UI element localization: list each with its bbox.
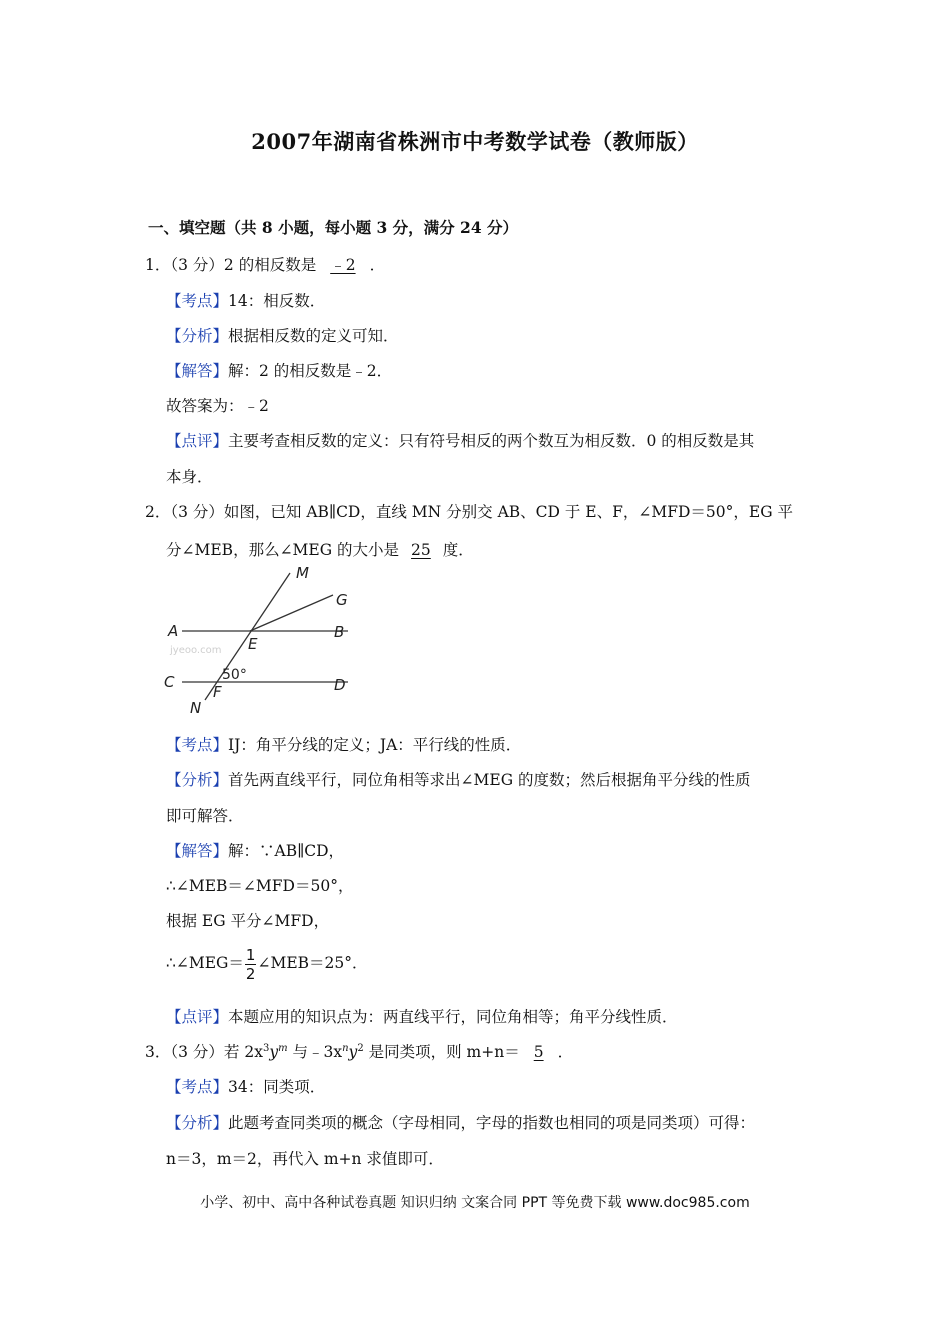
- label-g: G: [336, 591, 348, 609]
- q2-kaodian-text: IJ：角平分线的定义；JA：平行线的性质．: [228, 736, 522, 754]
- fenxi-tag: 【分析】: [166, 1114, 229, 1132]
- q2-stem-line2: [166, 538, 474, 560]
- q2-dianping: [166, 1005, 678, 1027]
- label-a: A: [168, 622, 179, 640]
- q3-mid-2: 与﹣3x: [287, 1043, 343, 1061]
- q1-jieda-text: 解：2 的相反数是﹣2．: [228, 362, 393, 380]
- jieda-tag: 【解答】: [166, 362, 229, 380]
- page-title: 2007年湖南省株洲市中考数学试卷（教师版）: [251, 129, 699, 154]
- page-footer: 小学、初中、高中各种试卷真题 知识归纳 文案合同 PPT 等免费下载 www.doc985.com: [200, 1195, 750, 1211]
- q3-var-y1: y: [269, 1043, 279, 1061]
- dianping-tag: 【点评】: [166, 1008, 229, 1026]
- q3-kaodian: [166, 1075, 325, 1097]
- q1-stem: [145, 253, 385, 275]
- jieda-tag: 【解答】: [166, 842, 229, 860]
- q3-mid-4: 是同类项，则 m+n＝: [363, 1043, 520, 1061]
- q1-jieda: [166, 359, 392, 381]
- q3-exp-2: m: [278, 1042, 288, 1054]
- q3-answer: 5: [533, 1043, 544, 1061]
- kaodian-tag: 【考点】: [166, 1078, 229, 1096]
- q2-stem-line1: 2．（3 分）如图，已知 AB∥CD，直线 MN 分别交 AB、CD 于 E、F，∠MFD＝50°，EG 平: [145, 503, 794, 521]
- fraction-denominator: 2: [245, 964, 256, 983]
- fenxi-tag: 【分析】: [166, 771, 229, 789]
- q2-stem-suffix: 度．: [442, 541, 474, 559]
- label-b: B: [334, 623, 345, 641]
- fenxi-tag: 【分析】: [166, 327, 229, 345]
- watermark: jyeoo.com: [170, 645, 222, 656]
- q2-step1: ∴∠MEB＝∠MFD＝50°，: [166, 877, 354, 895]
- q1-stem-suffix: ．: [369, 256, 386, 274]
- geometry-figure: [150, 560, 370, 720]
- q1-fenxi-text: 根据相反数的定义可知．: [228, 327, 399, 345]
- q2-step3: [166, 944, 368, 983]
- q2-stem-prefix: 分∠MEB，那么∠MEG 的大小是: [166, 541, 400, 559]
- section-header: 一、填空题（共 8 小题，每小题 3 分，满分 24 分）: [148, 218, 519, 237]
- q3-stem: [145, 1040, 573, 1062]
- q2-dianping-text: 本题应用的知识点为：两直线平行，同位角相等；角平分线性质．: [228, 1008, 678, 1026]
- q2-answer: 25: [411, 541, 431, 559]
- kaodian-tag: 【考点】: [166, 736, 229, 754]
- q2-fenxi: [166, 768, 751, 790]
- label-n: N: [190, 699, 202, 717]
- fraction-numerator: 1: [245, 945, 256, 964]
- q1-dianping: [166, 429, 754, 451]
- fraction: [245, 946, 257, 983]
- q3-var-y2: y: [348, 1043, 358, 1061]
- q2-step3-prefix: ∴∠MEG＝: [166, 954, 244, 972]
- q3-fenxi: [166, 1111, 755, 1133]
- q1-jieda-line2: 故答案为：﹣2: [166, 397, 269, 415]
- q1-fenxi: [166, 324, 399, 346]
- kaodian-tag: 【考点】: [166, 292, 229, 310]
- q3-fenxi-text: 此题考查同类项的概念（字母相同，字母的指数也相同的项是同类项）可得：: [228, 1114, 756, 1132]
- q3-stem-prefix: 3．（3 分）若 2x: [145, 1043, 263, 1061]
- q2-jieda-text: 解：∵AB∥CD，: [228, 842, 345, 860]
- q1-answer: ﹣2: [330, 256, 356, 274]
- angle-label: 50°: [222, 667, 247, 683]
- q3-kaodian-text: 34：同类项．: [228, 1078, 326, 1096]
- q1-dianping-text: 主要考查相反数的定义：只有符号相反的两个数互为相反数．0 的相反数是其: [228, 432, 755, 450]
- label-e: E: [248, 635, 258, 653]
- q3-exp-3: n: [342, 1042, 349, 1054]
- q2-fenxi-text: 首先两直线平行，同位角相等求出∠MEG 的度数；然后根据角平分线的性质: [228, 771, 751, 789]
- q1-stem-prefix: 1．（3 分）2 的相反数是: [145, 256, 317, 274]
- q2-step3-suffix: ∠MEB＝25°．: [257, 954, 368, 972]
- q3-fenxi-line2: n＝3，m＝2，再代入 m+n 求值即可．: [166, 1150, 444, 1168]
- q1-kaodian-text: 14：相反数．: [228, 292, 326, 310]
- label-c: C: [164, 673, 175, 691]
- q1-kaodian: [166, 289, 325, 311]
- q3-stem-suffix: ．: [557, 1043, 574, 1061]
- q2-step2: 根据 EG 平分∠MFD，: [166, 912, 330, 930]
- label-d: D: [334, 676, 346, 694]
- q2-kaodian: [166, 733, 521, 755]
- label-m: M: [296, 564, 309, 582]
- label-f: F: [213, 683, 222, 701]
- q3-exp-4: 2: [357, 1042, 364, 1054]
- q3-exp-1: 3: [262, 1042, 270, 1054]
- q2-jieda: [166, 839, 344, 861]
- dianping-tag: 【点评】: [166, 432, 229, 450]
- q1-dianping-line2: 本身．: [166, 468, 213, 486]
- q2-fenxi-line2: 即可解答．: [166, 807, 244, 825]
